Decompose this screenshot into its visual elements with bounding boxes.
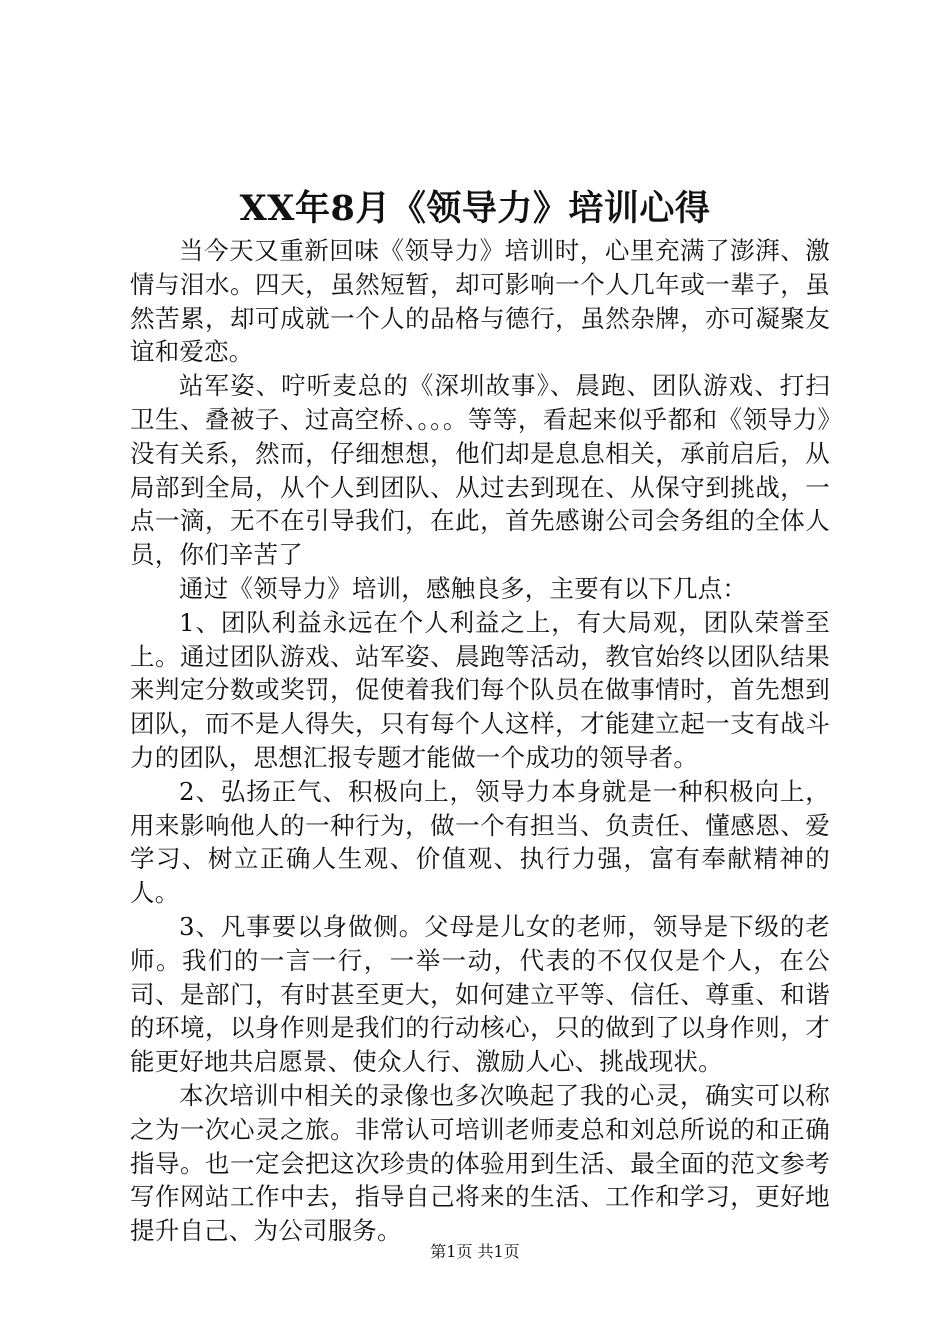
paragraph-activities: 站军姿、咛听麦总的《深圳故事》、晨跑、团队游戏、打扫卫生、叠被子、过高空桥、。。。等等，看起来似乎都和《领导力》没有关系，然而，仔细想想，他们却是息息相关，承前启后，从局部到全局，从个人到团队、从过去到现在、从保守到挑战，一点一滴，无不在引导我们，在此，首先感谢公司会务组的全体人员，你们辛苦了 xyxy=(130,371,830,570)
paragraph-point-3: 3、凡事要以身做侧。父母是儿女的老师，领导是下级的老师。我们的一言一行，一举一动，代表的不仅仅是个人，在公司、是部门，有时甚至更大，如何建立平等、信任、尊重、和谐的环境，以身作则是我们的行动核心，只的做到了以身作则，才能更好地共启愿景、使众人行、激励人心、挑战现状。 xyxy=(130,911,830,1077)
document-body xyxy=(130,234,830,1248)
paragraph-intro: 当今天又重新回味《领导力》培训时，心里充满了澎湃、激情与泪水。四天，虽然短暂，却可影响一个人几年或一辈子，虽然苦累，却可成就一个人的品格与德行，虽然杂牌，亦可凝聚友谊和爱恋。 xyxy=(130,236,830,367)
paragraph-summary-lead: 通过《领导力》培训，感触良多，主要有以下几点： xyxy=(179,573,748,603)
document-title: XX年8月《领导力》培训心得 xyxy=(239,188,711,229)
page-footer: 第1页 共1页 xyxy=(430,1242,520,1261)
paragraph-point-2: 2、弘扬正气、积极向上，领导力本身就是一种积极向上，用来影响他人的一种行为，做一个有担当、负责任、懂感恩、爱学习、树立正确人生观、价值观、执行力强，富有奉献精神的人。 xyxy=(130,776,830,908)
paragraph-conclusion: 本次培训中相关的录像也多次唤起了我的心灵，确实可以称之为一次心灵之旅。非常认可培训老师麦总和刘总所说的和正确指导。也一定会把这次珍贵的体验用到生活、最全面的范文参考写作网站工作中去，指导自己将来的生活、工作和学习，更好地提升自己、为公司服务。 xyxy=(130,1080,830,1246)
paragraph-point-1: 1、团队利益永远在个人利益之上，有大局观，团队荣誉至上。通过团队游戏、站军姿、晨跑等活动，教官始终以团队结果来判定分数或奖罚，促使着我们每个队员在做事情时，首先想到团队，而不是人得失，只有每个人这样，才能建立起一支有战斗力的团队，思想汇报专题才能做一个成功的领导者。 xyxy=(130,607,830,772)
